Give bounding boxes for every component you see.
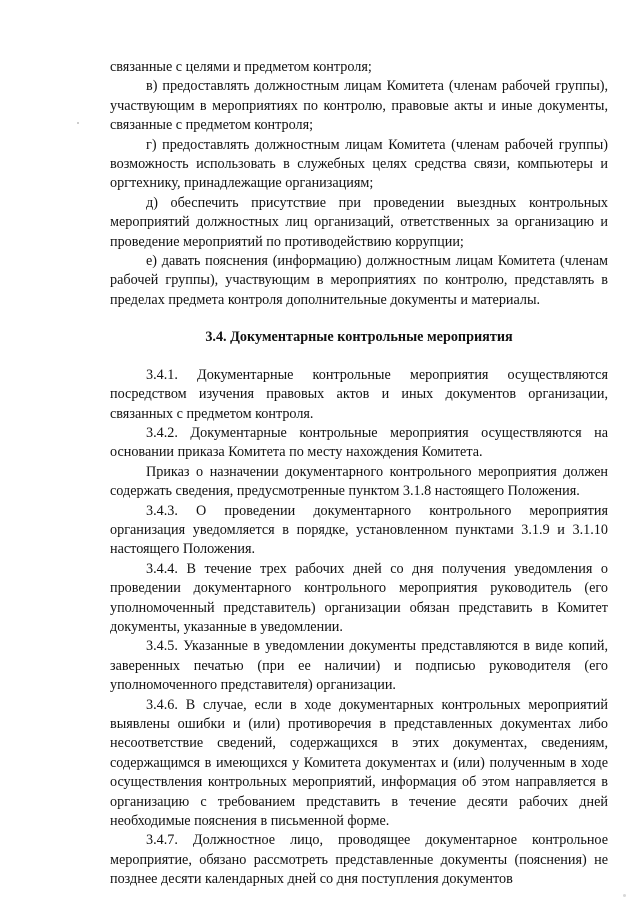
paragraph-3-4-2: 3.4.2. Документарные контрольные мероприятия осуществляются на основании приказа Комитета по месту нахождения Комитета. xyxy=(110,424,608,461)
paragraph-3-4-5: 3.4.5. Указанные в уведомлении документы представляются в виде копий, заверенных печатью (при ее наличии) и подписью руководителя (его уполномоченного представителя) организации. xyxy=(110,638,608,694)
scan-corner-mark xyxy=(623,894,626,897)
scan-margin-mark xyxy=(77,122,79,124)
list-item-e: е) давать пояснения (информацию) должностным лицам Комитета (членам рабочей группы), участвующим в мероприятиях по контролю, представлять в пределах предмета контроля дополнительные документы и материалы. xyxy=(110,253,608,308)
paragraph-3-4-3: 3.4.3. О проведении документарного контрольного мероприятия организация уведомляется в порядке, установленном пунктами 3.1.9 и 3.1.10 настоящего Положения. xyxy=(110,502,608,558)
paragraph-order-content: Приказ о назначении документарного контрольного мероприятия должен содержать сведения, предусмотренные пунктом 3.1.8 настоящего Положения. xyxy=(110,463,608,500)
paragraph-3-4-1: 3.4.1. Документарные контрольные мероприятия осуществляются посредством изучения правовых актов и иных документов организации, связанных с предметом контроля. xyxy=(110,366,608,422)
paragraph-3-4-7: 3.4.7. Должностное лицо, проводящее документарное контрольное мероприятие, обязано рассмотреть представленные документы (пояснения) не позднее десяти календарных дней со дня поступления документов xyxy=(110,832,608,888)
list-item-v: в) предоставлять должностным лицам Комитета (членам рабочей группы), участвующим в мероприятиях по контролю, правовые акты и иные документы, связанные с предметом контроля; xyxy=(110,78,608,134)
section-title: 3.4. Документарные контрольные мероприятия xyxy=(205,329,513,346)
paragraph-continuation: связанные с целями и предметом контроля; xyxy=(110,59,372,75)
paragraph-3-4-6: 3.4.6. В случае, если в ходе документарных контрольных мероприятий выявлены ошибки и (или) противоречия в представленных документах либо несоответствие сведений, содержащихся в этих документах, сведениям, содержащимся в имеющихся у Комитета документах и (или) полученным в ходе осуществления контрольных мероприятий, информация об этом направляется в организацию с требованием представить в течение десяти рабочих дней необходимые пояснения в письменной форме. xyxy=(110,696,608,830)
document-body xyxy=(110,58,608,890)
list-item-g: г) предоставлять должностным лицам Комитета (членам рабочей группы) возможность использовать в служебных целях средства связи, компьютеры и оргтехнику, принадлежащие организациям; xyxy=(110,136,608,192)
list-item-d: д) обеспечить присутствие при проведении выездных контрольных мероприятий должностных лиц организаций, ответственных за организацию и проведение мероприятий по противодействию коррупции; xyxy=(110,194,608,250)
paragraph-3-4-4: 3.4.4. В течение трех рабочих дней со дня получения уведомления о проведении документарного контрольного мероприятия руководитель (его уполномоченный представитель) организации обязан представить в Комитет документы, указанные в уведомлении. xyxy=(110,560,608,635)
